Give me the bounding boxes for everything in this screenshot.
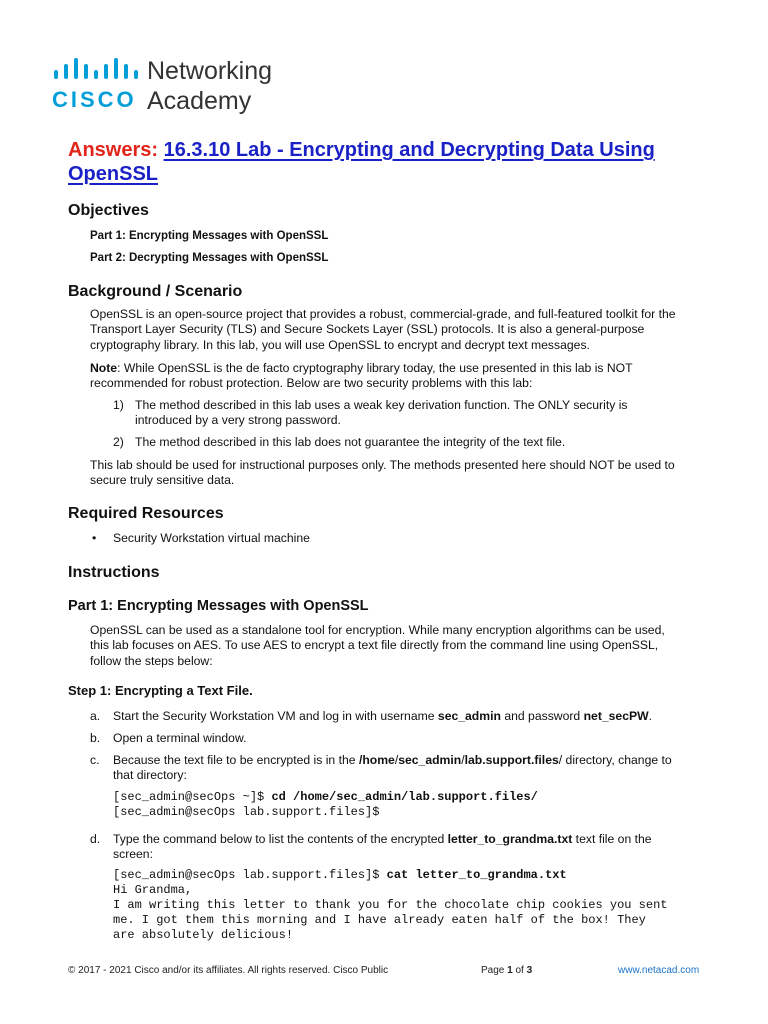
step-d-line2: screen: [113, 847, 153, 862]
instructional-line2: secure truly sensitive data. [90, 473, 235, 488]
background-line3: cryptography library. In this lab, you will use OpenSSL to encrypt and decrypt text messages. [90, 337, 590, 352]
shell-command: cd /home/sec_admin/lab.support.files/ [271, 790, 538, 804]
note-line2: recommended for robust protection. Below are two security problems with this lab: [90, 376, 533, 391]
copyright-text: 2017 - 2021 Cisco and/or its affiliates. All rights reserved. Cisco Public [78, 965, 389, 976]
step-b-text: Open a terminal window. [113, 731, 247, 745]
objective-part2: Part 2: Decrypting Messages with OpenSSL [90, 252, 329, 264]
resources-heading: Required Resources [68, 505, 224, 522]
netacad-link[interactable]: www.netacad.com [618, 965, 700, 976]
step-d-text: Type the command below to list the contents of the encrypted [113, 832, 448, 846]
page-label: Page [481, 965, 505, 976]
shell-prompt: [sec_admin@secOps ~]$ [113, 790, 272, 804]
step-a-period: . [648, 709, 653, 723]
output-line: I am writing this letter to thank you for the chocolate chip cookies you sent [113, 898, 668, 912]
part1-line2: this lab focuses on AES. To use AES to encrypt a text file directly from the command line using OpenSSL, [90, 638, 659, 653]
page-title [68, 138, 668, 186]
bullet-icon: • [92, 531, 97, 545]
path-home: /home [358, 753, 395, 767]
cisco-wordmark: CISCO [52, 87, 137, 112]
path-sep: / [461, 753, 465, 767]
step-marker: c. [90, 753, 100, 767]
part1-line3: follow the steps below: [90, 653, 213, 668]
file-name: letter_to_grandma.txt [447, 832, 573, 846]
output-line: Hi Grandma, [113, 883, 193, 897]
username-value: sec_admin [437, 709, 501, 723]
step-marker: b. [90, 731, 101, 745]
path-user: sec_admin [398, 753, 462, 767]
note-label: Note [90, 361, 118, 375]
note-line1: : While OpenSSL is the de facto cryptography library today, the use presented in this lab is NOT [117, 361, 633, 375]
shell-command: cat letter_to_grandma.txt [386, 868, 567, 882]
step-marker: d. [90, 832, 101, 846]
problem-number: 1) [113, 398, 124, 412]
lab-title-line2: OpenSSL [68, 163, 159, 185]
step-a-text2: and password [500, 709, 584, 723]
password-value: net_secPW [583, 709, 649, 723]
part1-line1: OpenSSL can be used as a standalone tool for encryption. While many encryption algorithms can be used, [90, 623, 665, 637]
cisco-bars-icon [52, 57, 142, 83]
cisco-networking-academy-logo [52, 57, 312, 117]
instructional-line1: This lab should be used for instructional purposes only. The methods presented here should NOT be used to [90, 458, 675, 472]
problem-1-line2: introduced by a very strong password. [135, 413, 341, 428]
background-line2: Transport Layer Security (TLS) and Secure Sockets Layer (SSL) protocols. It is also a general-purpose [90, 322, 645, 337]
lab-title-line1: 16.3.10 Lab - Encrypting and Decrypting Data Using [163, 139, 655, 161]
step-c-text2: / directory, change to [558, 753, 672, 767]
background-heading: Background / Scenario [68, 283, 243, 300]
step-marker: a. [90, 709, 101, 723]
note-paragraph [90, 361, 700, 392]
copyright-icon: © [68, 965, 76, 976]
problem-1-line1: The method described in this lab uses a weak key derivation function. The ONLY security is [135, 398, 628, 412]
path-dir: lab.support.files [464, 753, 559, 767]
problem-2-line1: The method described in this lab does not guarantee the integrity of the text file. [135, 435, 566, 449]
output-line: are absolutely delicious! [113, 928, 294, 942]
output-line: me. I got them this morning and I have already eaten half of the box! They [113, 913, 646, 927]
logo-networking: Networking [147, 57, 273, 85]
footer-copyright [68, 965, 388, 976]
problem-number: 2) [113, 435, 124, 449]
background-paragraph [90, 307, 700, 353]
step-c-line2: that directory: [113, 768, 187, 783]
page-current: 1 [507, 965, 513, 976]
instructions-heading: Instructions [68, 564, 160, 581]
page-of: of [515, 965, 524, 976]
part1-heading: Part 1: Encrypting Messages with OpenSSL [68, 598, 369, 614]
objectives-heading: Objectives [68, 202, 149, 219]
shell-prompt: [sec_admin@secOps lab.support.files]$ [113, 805, 380, 819]
step-c-text: Because the text file to be encrypted is in the [113, 753, 359, 767]
answers-label: Answers: [68, 139, 159, 161]
step-a-text: Start the Security Workstation VM and log in with username [113, 709, 438, 723]
code-block-cat [113, 868, 713, 943]
background-line1: OpenSSL is an open-source project that provides a robust, commercial-grade, and full-featured toolkit for the [90, 307, 676, 321]
footer-link[interactable] [618, 965, 699, 976]
resource-text: Security Workstation virtual machine [113, 531, 310, 545]
step-d-text2: text file on the [572, 832, 652, 846]
code-block-cd [113, 790, 713, 820]
path-sep: / [394, 753, 399, 767]
step1-heading: Step 1: Encrypting a Text File. [68, 683, 253, 698]
logo-academy: Academy [147, 87, 252, 115]
objective-part1: Part 1: Encrypting Messages with OpenSSL [90, 230, 329, 242]
page-total: 3 [526, 965, 533, 976]
shell-prompt: [sec_admin@secOps lab.support.files]$ [113, 868, 387, 882]
footer-page-number [481, 965, 532, 976]
part1-paragraph [90, 623, 700, 669]
instructional-note [90, 458, 700, 489]
